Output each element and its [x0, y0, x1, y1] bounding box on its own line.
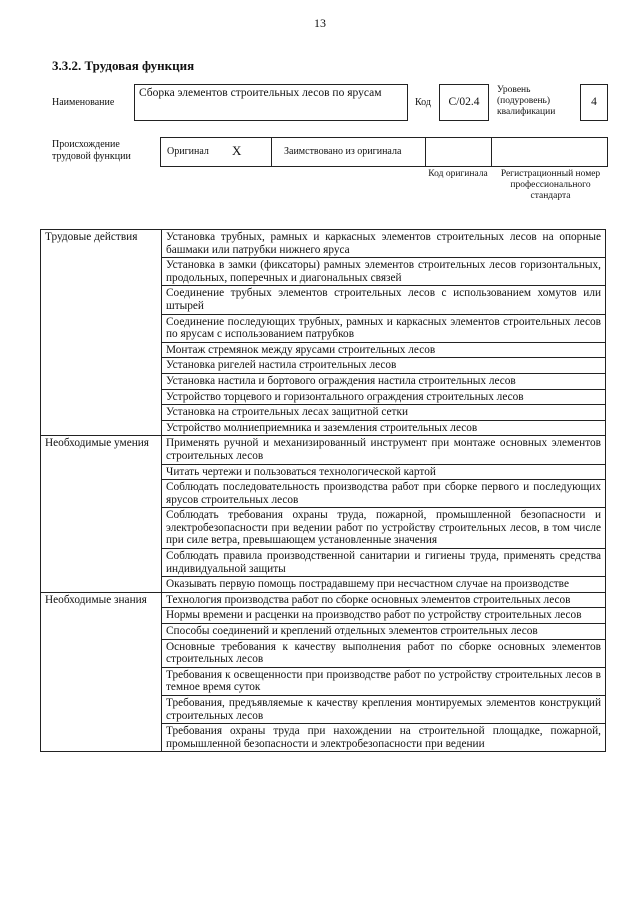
- table-row: [41, 230, 606, 258]
- code-original-label: Код оригинала: [428, 169, 488, 179]
- table-cell: Применять ручной и механизированный инструмент при монтаже основных элементов строительных лесов: [162, 436, 606, 464]
- table-row: [41, 592, 606, 608]
- origin-divider-1: [271, 137, 272, 167]
- table-cell: Соблюдать правила производственной санитарии и гигиены труда, применять средства индивидуальной защиты: [162, 549, 606, 577]
- table-cell: Монтаж стремянок между ярусами строительных лесов: [162, 342, 606, 358]
- qualification-level-value: 4: [580, 84, 608, 121]
- table-cell: Установка в замки (фиксаторы) рамных элементов строительных лесов горизонтальных, продольных, поперечных и диагональных связей: [162, 258, 606, 286]
- table-cell: Соблюдать требования охраны труда, пожарной, промышленной безопасности и электробезопасности при ведении работ по устройству строительных лесов, в том числе при силе ветра, превышающем установленные значения: [162, 508, 606, 549]
- table-cell: Требования к освещенности при производстве работ по устройству строительных лесов в темное время суток: [162, 667, 606, 695]
- table-cell: Установка настила и бортового ограждения настила строительных лесов: [162, 373, 606, 389]
- original-mark: X: [232, 143, 242, 158]
- section-category-2: Необходимые знания: [41, 592, 162, 752]
- table-cell: Соединение трубных элементов строительных лесов с использованием хомутов или штырей: [162, 286, 606, 314]
- table-cell: Устройство молниеприемника и заземления строительных лесов: [162, 420, 606, 436]
- original-label: Оригинал: [167, 146, 209, 157]
- table-cell: Читать чертежи и пользоваться технологической картой: [162, 464, 606, 480]
- table-cell: Оказывать первую помощь пострадавшему при несчастном случае на производстве: [162, 577, 606, 593]
- section-category-1: Необходимые умения: [41, 436, 162, 593]
- function-name-value: Сборка элементов строительных лесов по ярусам: [134, 84, 408, 121]
- table-cell: Установка трубных, рамных и каркасных элементов строительных лесов на опорные башмаки или патрубки нижнего яруса: [162, 230, 606, 258]
- table-cell: Технология производства работ по сборке основных элементов строительных лесов: [162, 592, 606, 608]
- table-cell: Устройство торцевого и горизонтального ограждения строительных лесов: [162, 389, 606, 405]
- section-category-0: Трудовые действия: [41, 230, 162, 436]
- code-label: Код: [415, 97, 431, 108]
- table-cell: Установка на строительных лесах защитной сетки: [162, 405, 606, 421]
- table-cell: Основные требования к качеству выполнения работ по сборке основных элементов строительных лесов: [162, 639, 606, 667]
- origin-divider-2: [425, 137, 426, 167]
- name-label: Наименование: [52, 97, 115, 108]
- origin-label: Происхождение трудовой функции: [52, 139, 131, 162]
- page-number: 13: [314, 16, 326, 30]
- function-details-table: [40, 229, 606, 752]
- qualification-level-label: Уровень (подуровень) квалификации: [497, 85, 556, 117]
- table-cell: Способы соединений и креплений отдельных элементов строительных лесов: [162, 624, 606, 640]
- table-row: [41, 436, 606, 464]
- table-cell: Нормы времени и расценки на производство работ по устройству строительных лесов: [162, 608, 606, 624]
- origin-divider-3: [491, 137, 492, 167]
- table-cell: Требования, предъявляемые к качеству крепления монтируемых элементов конструкций строительных лесов: [162, 696, 606, 724]
- table-cell: Требования охраны труда при нахождении на строительной площадке, пожарной, промышленной безопасности и электробезопасности при ведении: [162, 724, 606, 752]
- table-cell: Соединение последующих трубных, рамных и каркасных элементов строительных лесов по ярусам с использованием патрубков: [162, 314, 606, 342]
- reg-number-label: Регистрационный номер профессионального стандарта: [500, 169, 601, 201]
- table-cell: Соблюдать последовательность производства работ при сборке первого и последующих ярусов строительных лесов: [162, 480, 606, 508]
- table-cell: Установка ригелей настила строительных лесов: [162, 358, 606, 374]
- code-value: С/02.4: [439, 84, 489, 121]
- borrowed-label: Заимствовано из оригинала: [284, 146, 402, 157]
- section-title: 3.3.2. Трудовая функция: [52, 58, 195, 73]
